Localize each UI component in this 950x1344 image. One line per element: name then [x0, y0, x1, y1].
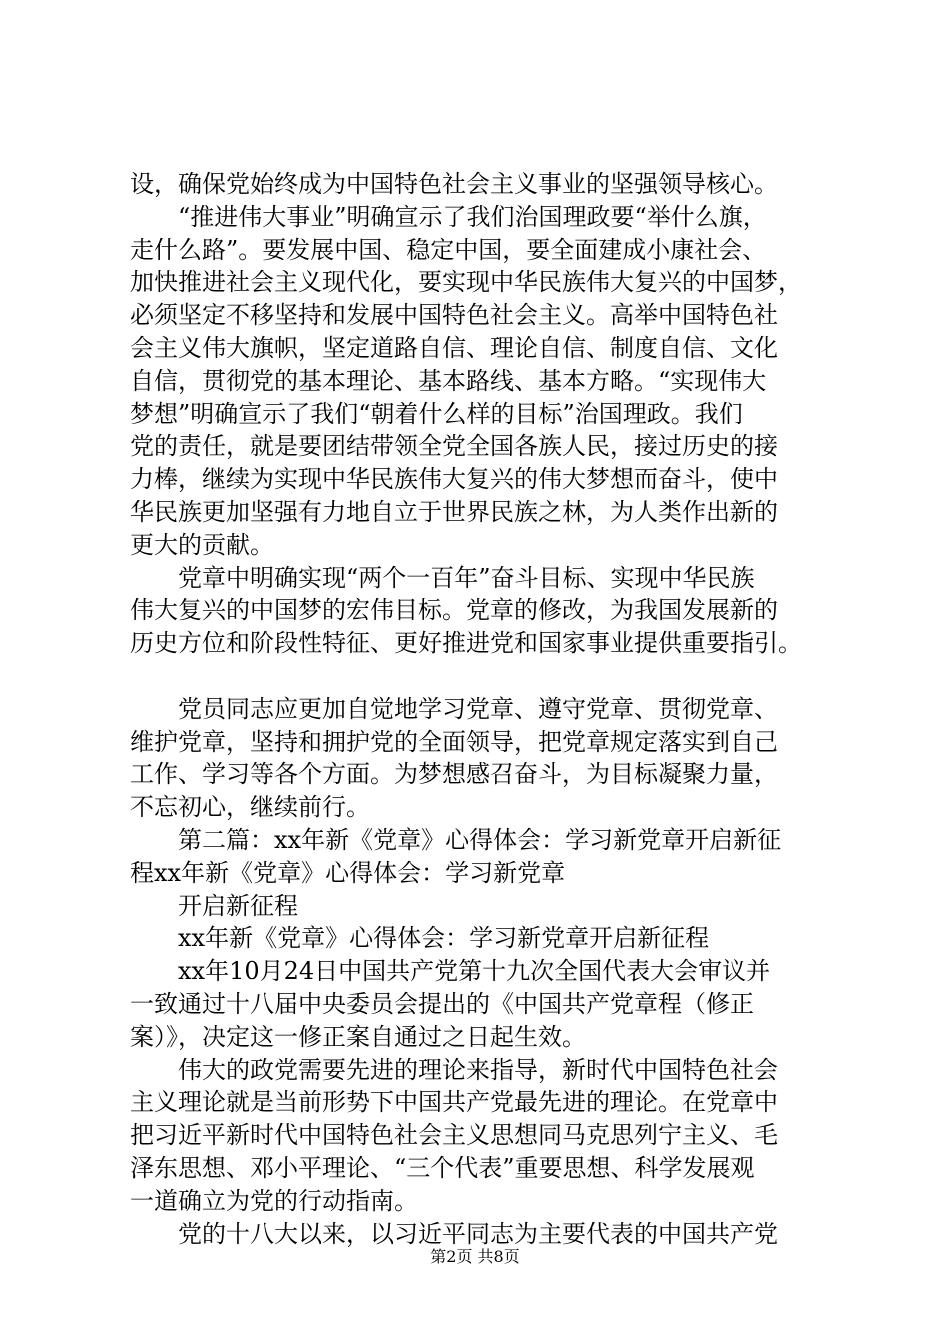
text-line: 党的十八大以来，以习近平同志为主要代表的中国共产党	[178, 1219, 778, 1248]
text-line: 更大的贡献。	[130, 530, 274, 559]
text-line: 主义理论就是当前形势下中国共产党最先进的理论。在党章中	[130, 1088, 778, 1117]
text-line: 历史方位和阶段性特征、更好推进党和国家事业提供重要指引。	[130, 629, 802, 658]
text-line: 第二篇：xx年新《党章》心得体会：学习新党章开启新征	[178, 825, 782, 854]
page-footer: 第2页 共8页	[430, 1247, 520, 1266]
text-line: 泽东思想、邓小平理论、“三个代表”重要思想、科学发展观	[130, 1153, 755, 1182]
text-line: 把习近平新时代中国特色社会主义思想同马克思列宁主义、毛	[130, 1121, 778, 1150]
text-line: 设，确保党始终成为中国特色社会主义事业的坚强领导核心。	[130, 170, 778, 198]
text-line: 必须坚定不移坚持和发展中国特色社会主义。高举中国特色社	[130, 301, 778, 330]
text-line: 维护党章，坚持和拥护党的全面领导，把党章规定落实到自己	[130, 727, 778, 756]
text-line: 一道确立为党的行动指南。	[130, 1186, 418, 1215]
text-line	[130, 660, 850, 693]
text-line: 不忘初心，继续前行。	[130, 793, 370, 822]
text-line: 华民族更加坚强有力地自立于世界民族之林，为人类作出新的	[130, 497, 778, 526]
text-line: 会主义伟大旗帜，坚定道路自信、理论自信、制度自信、文化	[130, 333, 778, 362]
text-line: 案）》，决定这一修正案自通过之日起生效。	[130, 1022, 586, 1051]
text-line: 工作、学习等各个方面。为梦想感召奋斗，为目标凝聚力量，	[130, 760, 778, 789]
text-line: 自信，贯彻党的基本理论、基本路线、基本方略。“实现伟大	[130, 366, 767, 395]
text-line: 加快推进社会主义现代化，要实现中华民族伟大复兴的中国梦，	[130, 268, 802, 297]
text-line: xx年10月24日中国共产党第十九次全国代表大会审议并	[178, 957, 771, 986]
text-line: 伟大的政党需要先进的理论来指导，新时代中国特色社会	[178, 1055, 778, 1084]
text-line: 程xx年新《党章》心得体会：学习新党章	[130, 858, 566, 887]
document-body	[130, 168, 850, 1250]
text-line: 梦想”明确宣示了我们“朝着什么样的目标”治国理政。我们	[130, 399, 743, 428]
text-line: 一致通过十八届中央委员会提出的《中国共产党章程（修正	[130, 989, 754, 1018]
text-line: 伟大复兴的中国梦的宏伟目标。党章的修改，为我国发展新的	[130, 596, 778, 625]
text-line: 走什么路”。要发展中国、稳定中国，要全面建成小康社会、	[130, 235, 767, 264]
text-line: 力棒，继续为实现中华民族伟大复兴的伟大梦想而奋斗，使中	[130, 465, 778, 494]
text-line: 党的责任，就是要团结带领全党全国各族人民，接过历史的接	[130, 432, 778, 461]
text-line: xx年新《党章》心得体会：学习新党章开启新征程	[178, 924, 710, 953]
text-line: 开启新征程	[178, 891, 298, 920]
text-line: 党章中明确实现“两个一百年”奋斗目标、实现中华民族	[178, 563, 755, 592]
text-line: “推进伟大事业”明确宣示了我们治国理政要“举什么旗，	[178, 202, 767, 231]
text-line: 党员同志应更加自觉地学习党章、遵守党章、贯彻党章、	[178, 694, 778, 723]
